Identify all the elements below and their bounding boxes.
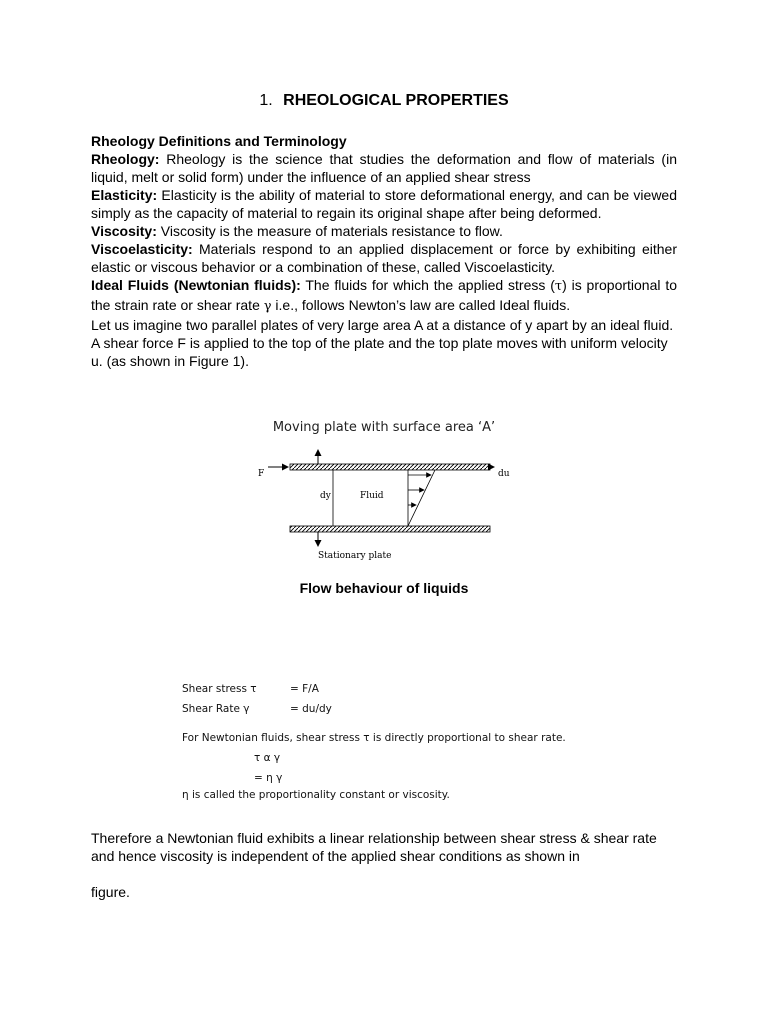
term-rheology: Rheology: bbox=[91, 151, 160, 167]
term-ideal-fluids: Ideal Fluids (Newtonian fluids): bbox=[91, 277, 301, 293]
ideal-text-before: The fluids for which the applied stress ( bbox=[300, 277, 555, 293]
ideal-text-middle: ) is proportional to the strain rate or shear rate bbox=[91, 277, 678, 313]
tau-symbol: τ bbox=[554, 279, 563, 294]
viscosity-relation: = η γ bbox=[254, 772, 283, 784]
stationary-plate-label: Stationary plate bbox=[318, 551, 392, 561]
text-viscoelasticity: Materials respond to an applied displacement or force by exhibiting either elastic or viscous behavior or a combination of these, called Viscoelasticity. bbox=[91, 241, 677, 275]
paragraph-plates: Let us imagine two parallel plates of very large area A at a distance of y apart by an ideal fluid. A shear force F is applied to the top of the plate and the top plate moves with uniform velocity u. (as shown in Figure 1). bbox=[91, 317, 674, 369]
shear-stress-label: Shear stress τ bbox=[182, 683, 257, 695]
title-number: 1. bbox=[259, 92, 273, 109]
section-heading: Rheology Definitions and Terminology bbox=[91, 133, 347, 149]
force-label: F bbox=[258, 469, 265, 479]
moving-plate bbox=[290, 464, 490, 470]
definition-viscosity bbox=[91, 222, 677, 240]
fluid-label: Fluid bbox=[360, 491, 384, 501]
term-viscosity: Viscosity: bbox=[91, 223, 157, 239]
eta-definition: η is called the proportionality constant or viscosity. bbox=[182, 789, 450, 801]
diagram-top-label: Moving plate with surface area ‘A’ bbox=[272, 420, 496, 435]
term-elasticity: Elasticity: bbox=[91, 187, 158, 203]
shear-stress-eq: = F/A bbox=[290, 683, 319, 695]
text-rheology: Rheology is the science that studies the deformation and flow of materials (in liquid, melt or solid form) under the influence of an applied shear stress bbox=[91, 151, 677, 185]
gamma-symbol: γ bbox=[263, 299, 272, 314]
ideal-text-after: i.e., follows Newton’s law are called Ideal fluids. bbox=[271, 297, 571, 313]
shear-rate-label: Shear Rate γ bbox=[182, 703, 250, 715]
definition-ideal-fluids bbox=[91, 276, 677, 316]
parallel-plates-diagram bbox=[250, 440, 520, 570]
page-title bbox=[0, 92, 768, 110]
closing-paragraph bbox=[91, 829, 677, 901]
profile-diagonal bbox=[408, 470, 435, 526]
text-elasticity: Elasticity is the ability of material to store deformational energy, and can be viewed simply as the capacity of material to regain its original shape after being deformed. bbox=[91, 187, 677, 221]
figure-caption: Flow behaviour of liquids bbox=[299, 580, 469, 596]
dy-label: dy bbox=[320, 491, 331, 501]
newtonian-statement: For Newtonian fluids, shear stress τ is directly proportional to shear rate. bbox=[182, 732, 566, 744]
definition-elasticity bbox=[91, 186, 677, 222]
proportional-relation: τ α γ bbox=[254, 752, 281, 764]
closing-line-2: figure. bbox=[91, 884, 130, 900]
definition-viscoelasticity bbox=[91, 240, 677, 276]
shear-rate-eq: = du/dy bbox=[290, 703, 332, 715]
title-text: RHEOLOGICAL PROPERTIES bbox=[283, 92, 509, 109]
text-viscosity: Viscosity is the measure of materials resistance to flow. bbox=[156, 223, 503, 239]
stationary-plate bbox=[290, 526, 490, 532]
closing-line-1: Therefore a Newtonian fluid exhibits a linear relationship between shear stress & shear rate and hence viscosity is independent of the applied shear conditions as shown in bbox=[91, 830, 657, 864]
term-viscoelasticity: Viscoelasticity: bbox=[91, 241, 193, 257]
definitions-block bbox=[91, 132, 677, 370]
definition-rheology bbox=[91, 150, 677, 186]
du-label: du bbox=[498, 469, 510, 479]
